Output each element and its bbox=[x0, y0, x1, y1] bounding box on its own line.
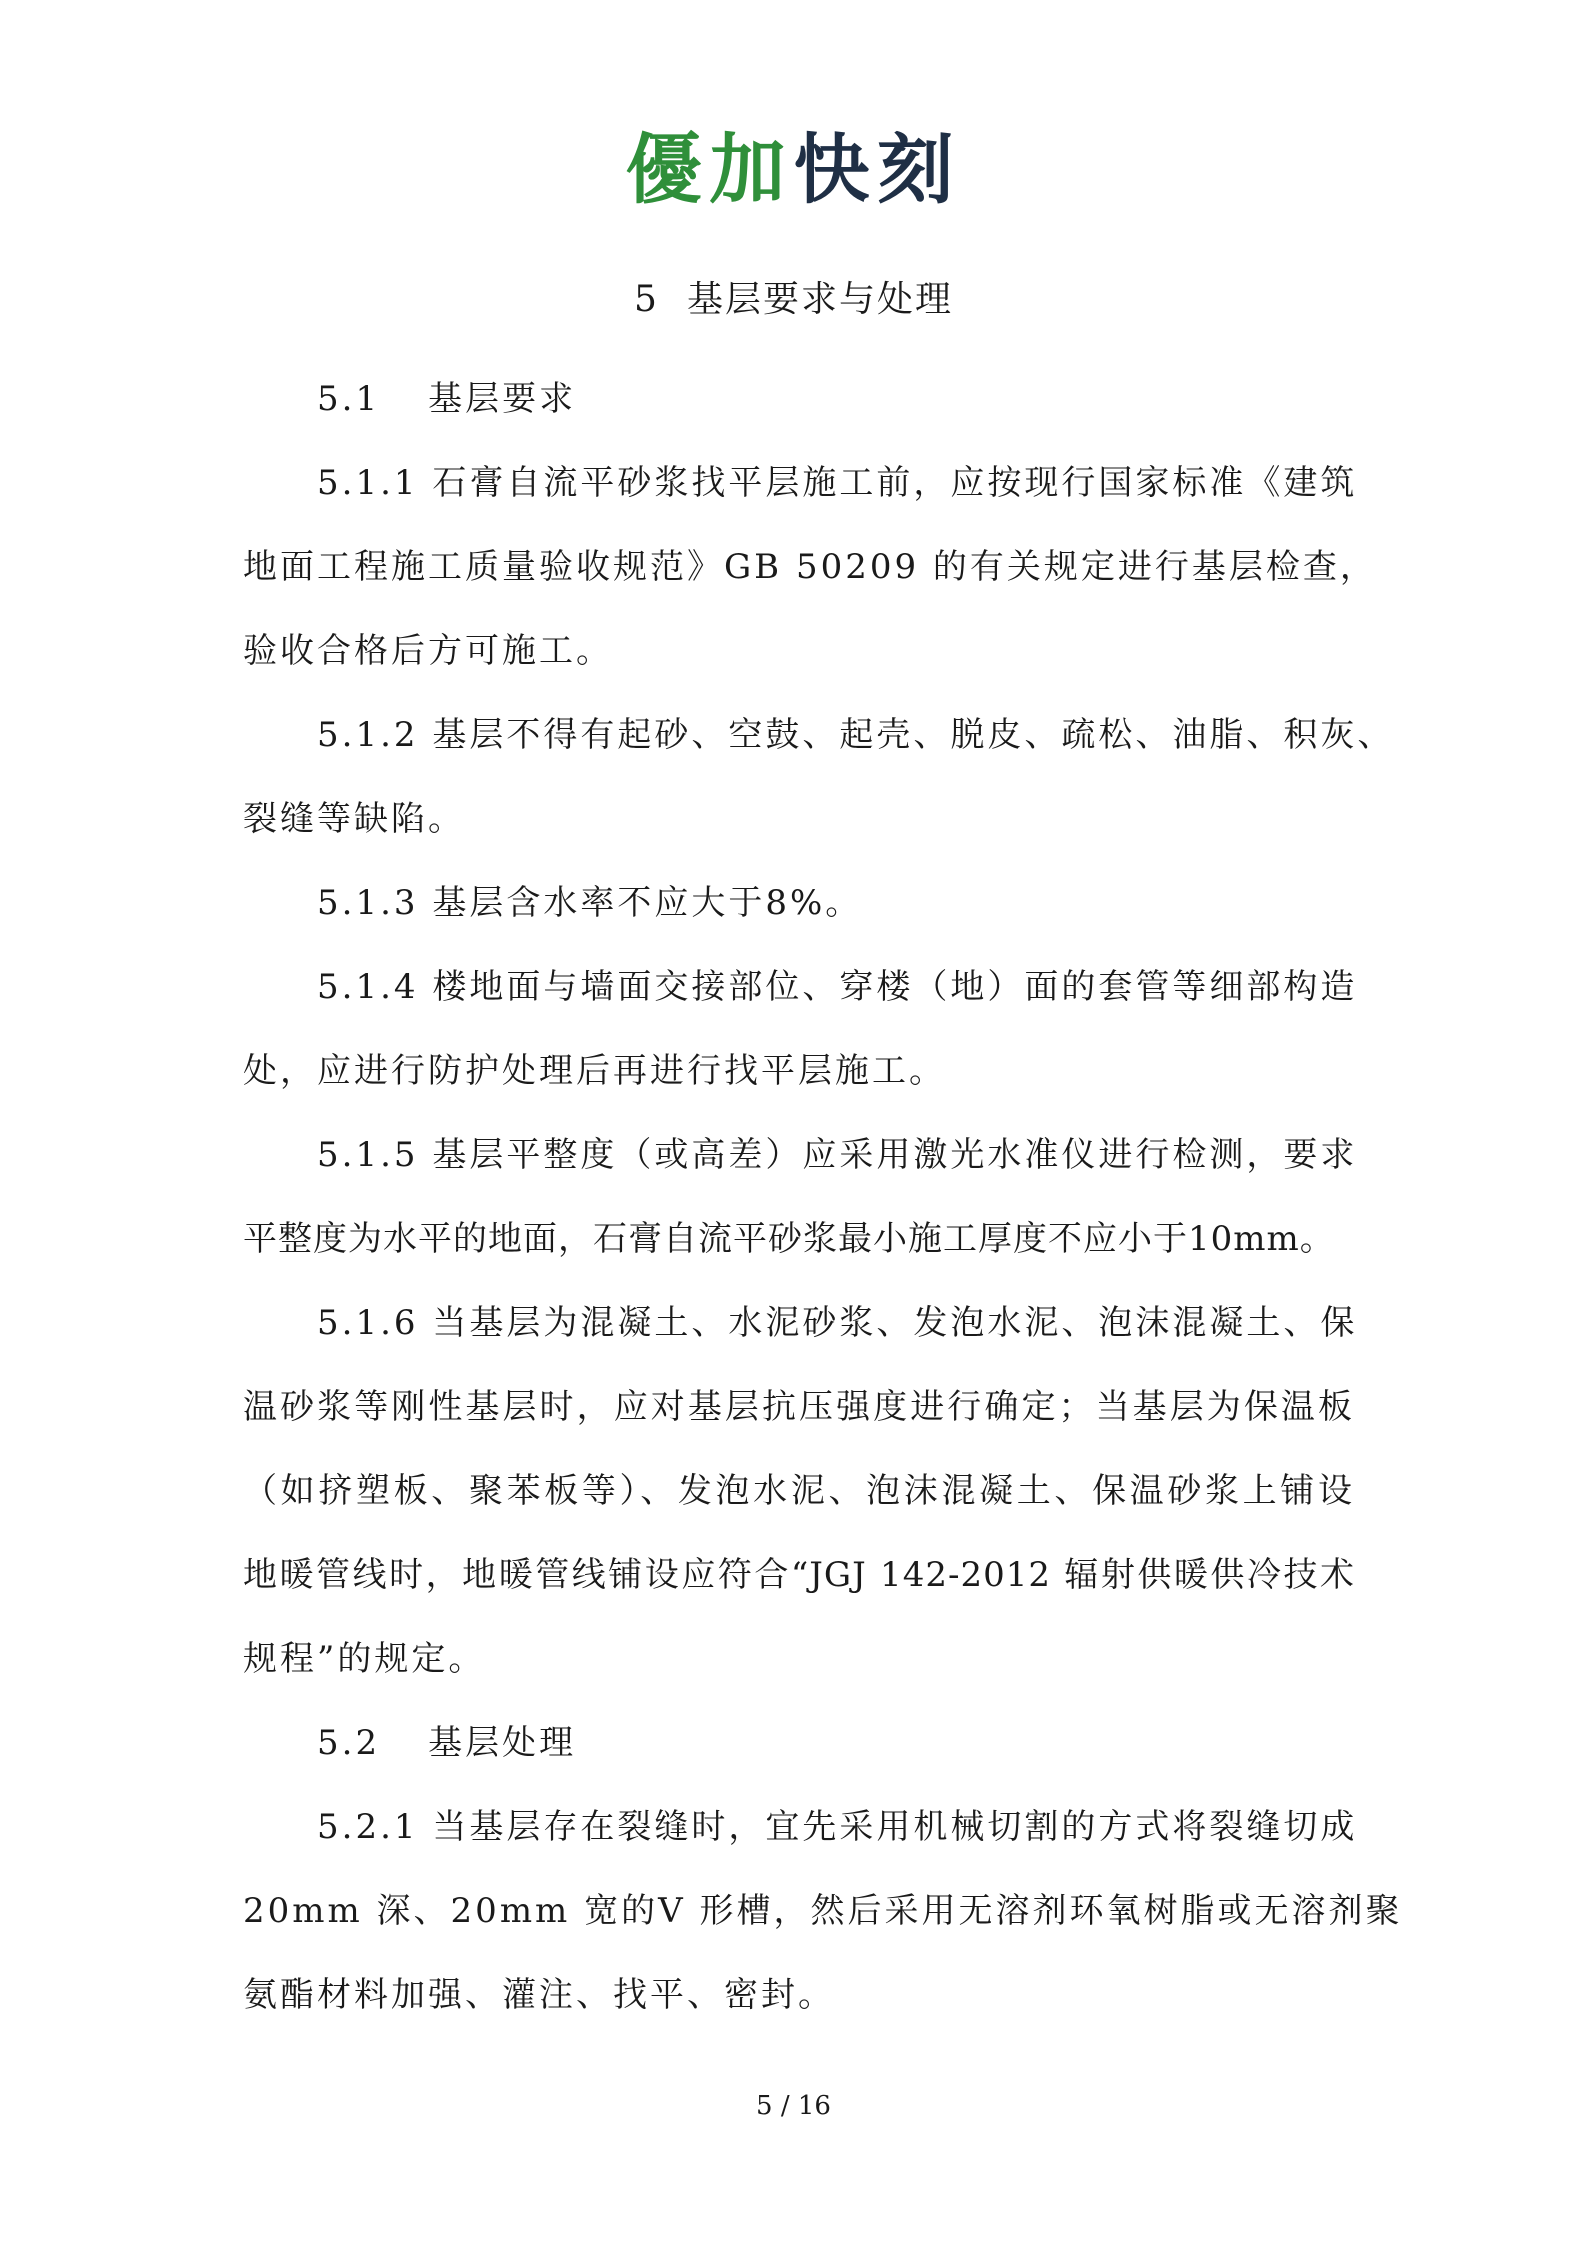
section-title: 基层要求与处理 bbox=[686, 279, 953, 320]
subsection-heading-5-1 bbox=[243, 357, 1355, 441]
paragraph-line: 裂缝等缺陷。 bbox=[243, 799, 465, 839]
paragraph-line: 验收合格后方可施工。 bbox=[243, 631, 613, 671]
subsection-number: 5.2 bbox=[317, 1723, 381, 1763]
paragraph-line: 地暖管线时，地暖管线铺设应符合“JGJ 142-2012 辐射供暖供冷技术 bbox=[243, 1555, 1355, 1595]
paragraph-line: 地面工程施工质量验收规范》GB 50209 的有关规定进行基层检查， bbox=[243, 547, 1377, 587]
paragraph-line: （如挤塑板、聚苯板等）、发泡水泥、泡沫混凝土、保温砂浆上铺设 bbox=[243, 1471, 1355, 1511]
paragraph-line: 5.1.1 石膏自流平砂浆找平层施工前，应按现行国家标准《建筑 bbox=[317, 463, 1358, 503]
logo-text-green: 優加 bbox=[625, 125, 794, 214]
paragraph-line: 5.1.4 楼地面与墙面交接部位、穿楼（地）面的套管等细部构造 bbox=[317, 967, 1358, 1007]
body-text bbox=[243, 357, 1403, 2037]
section-heading bbox=[0, 275, 1587, 325]
paragraph-line: 平整度为水平的地面，石膏自流平砂浆最小施工厚度不应小于10mm。 bbox=[243, 1219, 1335, 1259]
paragraph-line: 处，应进行防护处理后再进行找平层施工。 bbox=[243, 1051, 946, 1091]
subsection-title: 基层要求 bbox=[428, 379, 577, 419]
paragraph-line: 5.1.5 基层平整度（或高差）应采用激光水准仪进行检测，要求 bbox=[317, 1135, 1358, 1175]
paragraph-line: 氨酯材料加强、灌注、找平、密封。 bbox=[243, 1975, 835, 2015]
paragraph-line: 温砂浆等刚性基层时，应对基层抗压强度进行确定；当基层为保温板 bbox=[243, 1387, 1355, 1427]
paragraph-line: 5.2.1 当基层存在裂缝时，宜先采用机械切割的方式将裂缝切成 bbox=[317, 1807, 1358, 1847]
page-number: 5 / 16 bbox=[756, 2091, 831, 2121]
paragraph-line: 5.1.2 基层不得有起砂、空鼓、起壳、脱皮、疏松、油脂、积灰、 bbox=[317, 715, 1395, 755]
subsection-number: 5.1 bbox=[317, 379, 381, 419]
section-number: 5 bbox=[634, 279, 659, 320]
paragraph-line: 5.1.6 当基层为混凝土、水泥砂浆、发泡水泥、泡沫混凝土、保 bbox=[317, 1303, 1358, 1343]
logo-text-navy: 快刻 bbox=[793, 125, 962, 214]
paragraph-line: 规程”的规定。 bbox=[243, 1639, 486, 1679]
subsection-title: 基层处理 bbox=[428, 1723, 577, 1763]
paragraph-line: 20mm 深、20mm 宽的V 形槽，然后采用无溶剂环氧树脂或无溶剂聚 bbox=[243, 1891, 1403, 1931]
subsection-heading-5-2 bbox=[243, 1701, 1355, 1785]
brand-logo bbox=[0, 125, 1587, 215]
paragraph-line: 5.1.3 基层含水率不应大于8%。 bbox=[317, 883, 863, 923]
